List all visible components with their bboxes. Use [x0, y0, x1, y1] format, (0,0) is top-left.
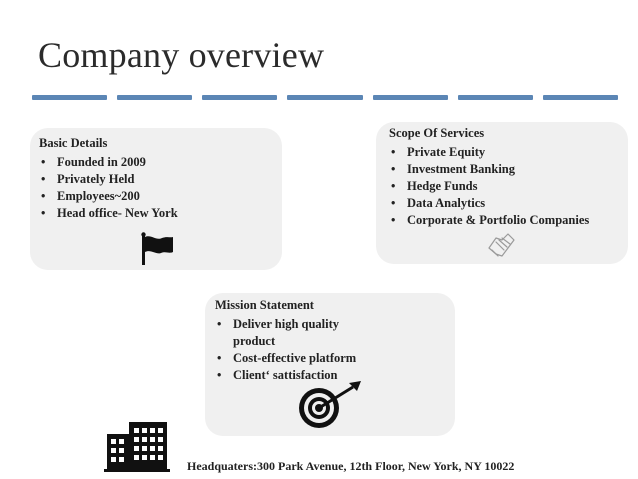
scope-of-services-box — [376, 122, 628, 264]
title-divider — [32, 95, 618, 100]
list-item: • Employees~200 — [39, 188, 178, 205]
handshake-icon — [486, 230, 518, 260]
basic-details-heading: Basic Details — [39, 136, 108, 150]
list-item: • Privately Held — [39, 171, 178, 188]
list-item: • Founded in 2009 — [39, 154, 178, 171]
list-item: • Data Analytics — [389, 195, 589, 212]
list-item: • Head office- New York — [39, 205, 178, 222]
mission-statement-box — [205, 293, 455, 436]
flag-icon — [140, 232, 176, 266]
scope-heading: Scope Of Services — [389, 126, 485, 140]
building-icon — [104, 420, 170, 472]
list-item: • Cost-effective platform — [215, 350, 375, 367]
basic-details-list — [39, 154, 178, 222]
mission-heading: Mission Statement — [215, 298, 314, 312]
page-title: Company overview — [38, 35, 325, 75]
headquarters-address: Headquaters:300 Park Avenue, 12th Floor, New York, NY 10022 — [187, 459, 515, 473]
target-icon — [295, 381, 365, 431]
basic-details-box — [30, 128, 282, 270]
list-item: • Corporate & Portfolio Companies — [389, 212, 589, 229]
scope-list — [389, 144, 589, 229]
list-item: • Deliver high quality product — [215, 316, 375, 350]
list-item: • Private Equity — [389, 144, 589, 161]
mission-list — [215, 316, 375, 384]
list-item: • Hedge Funds — [389, 178, 589, 195]
list-item: • Client‘ sattisfaction — [215, 367, 375, 384]
list-item: • Investment Banking — [389, 161, 589, 178]
